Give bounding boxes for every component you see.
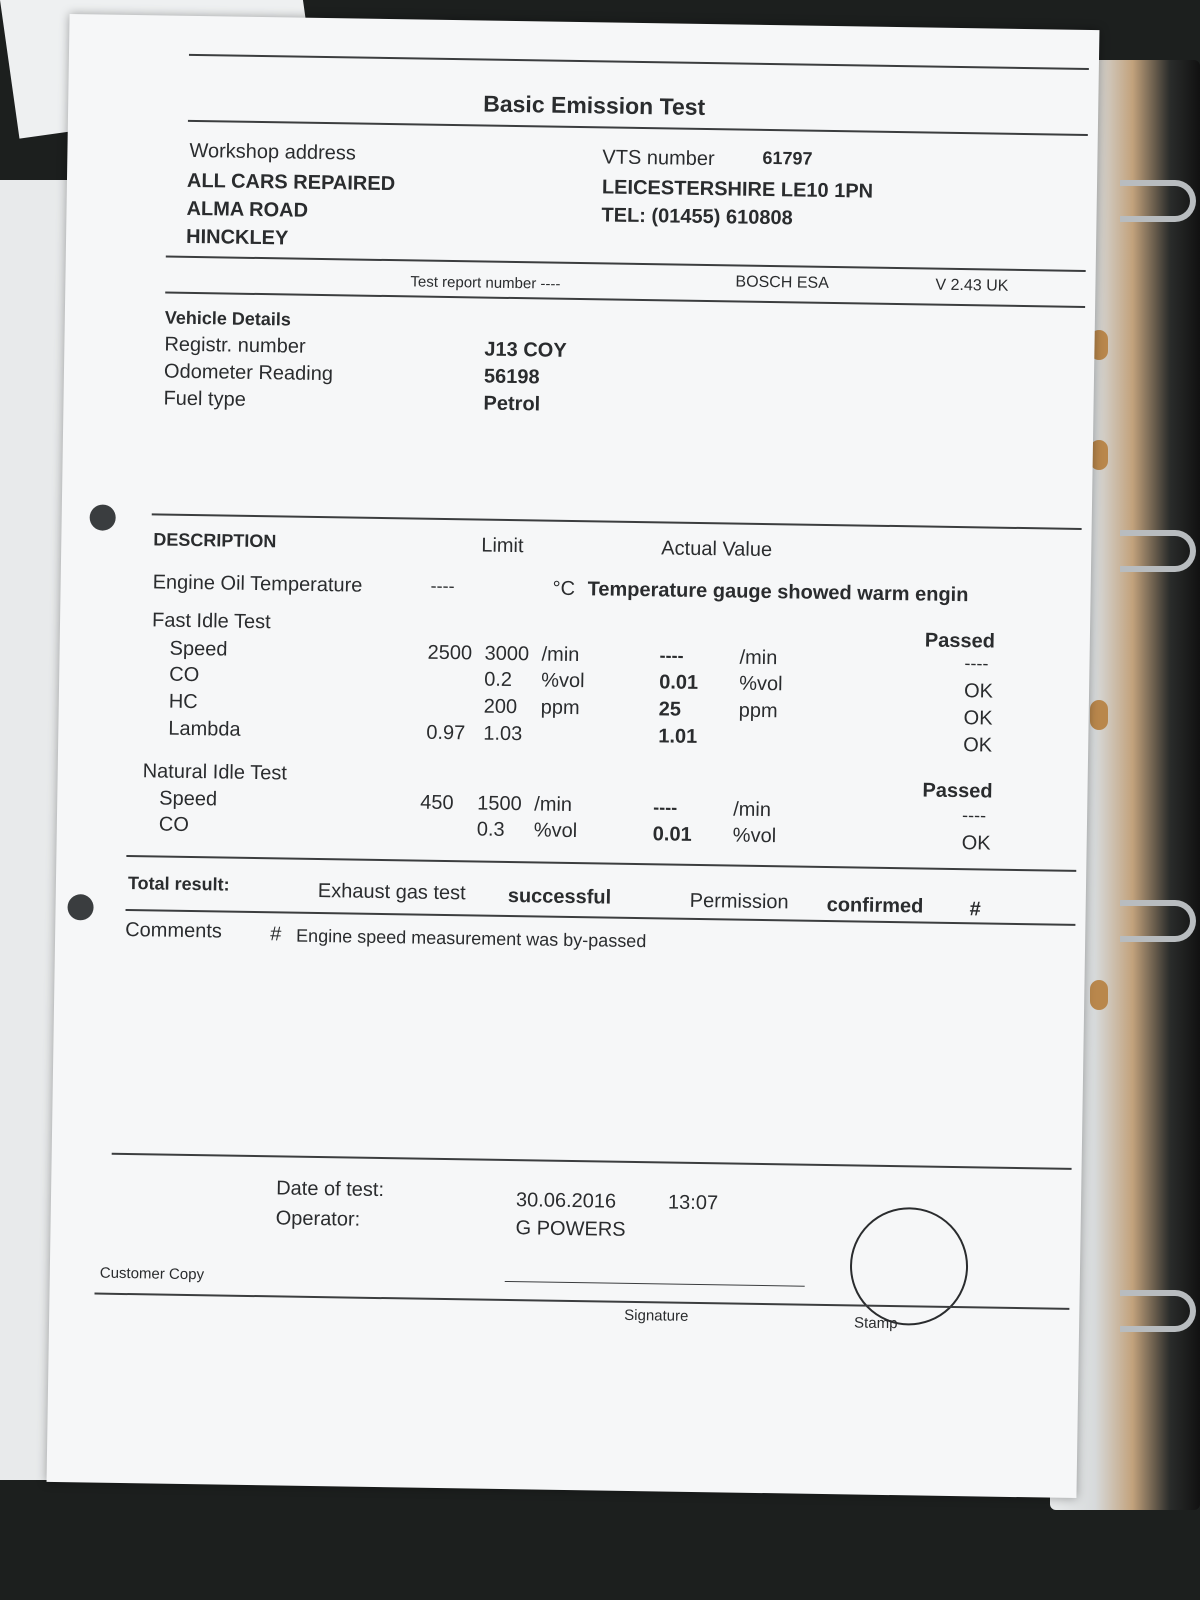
workshop-line2: ALMA ROAD bbox=[186, 197, 309, 222]
row-status: OK bbox=[963, 680, 994, 703]
customer-copy-label: Customer Copy bbox=[99, 1264, 205, 1284]
actual-unit: ppm bbox=[738, 699, 778, 723]
limit-min: 450 bbox=[420, 791, 454, 815]
fast-idle-result: Passed bbox=[924, 629, 996, 653]
actual-value: 0.01 bbox=[652, 823, 692, 846]
sleeve-hole bbox=[1090, 700, 1108, 730]
signature-label: Signature bbox=[624, 1306, 689, 1325]
binder-ring bbox=[1120, 530, 1196, 572]
workshop-line3: HINCKLEY bbox=[185, 225, 289, 250]
rule bbox=[189, 54, 1089, 70]
actual-unit: /min bbox=[739, 646, 778, 670]
actual-value: ---- bbox=[653, 797, 678, 818]
punch-hole bbox=[89, 504, 115, 530]
operator-name: G POWERS bbox=[515, 1217, 626, 1241]
sleeve-hole bbox=[1090, 980, 1108, 1010]
limit-min: 0.97 bbox=[426, 721, 466, 745]
row-name: Speed bbox=[159, 787, 218, 811]
oil-temp-label: Engine Oil Temperature bbox=[152, 571, 363, 597]
limit-max: 1500 bbox=[477, 792, 522, 816]
signature-line bbox=[505, 1281, 805, 1287]
telephone: TEL: (01455) 610808 bbox=[601, 204, 793, 230]
emission-test-sheet bbox=[47, 14, 1100, 1498]
actual-value: 25 bbox=[658, 698, 682, 721]
actual-value: ---- bbox=[659, 645, 684, 666]
exhaust-gas-test-label: Exhaust gas test bbox=[317, 880, 466, 905]
vts-number: 61797 bbox=[762, 147, 813, 169]
rule bbox=[126, 909, 1076, 926]
limit-unit: /min bbox=[541, 643, 580, 667]
actual-unit: %vol bbox=[738, 672, 783, 696]
actual-value: 1.01 bbox=[658, 725, 698, 748]
limit-min: 2500 bbox=[427, 641, 473, 665]
stamp-circle bbox=[849, 1206, 969, 1326]
limit-header: Limit bbox=[481, 534, 524, 558]
limit-unit: ppm bbox=[540, 696, 580, 720]
row-name: Speed bbox=[169, 637, 228, 661]
natural-idle-heading: Natural Idle Test bbox=[142, 760, 288, 785]
row-name: CO bbox=[169, 663, 200, 687]
limit-max: 1.03 bbox=[483, 722, 523, 746]
rule bbox=[188, 120, 1088, 136]
row-status: ---- bbox=[964, 653, 989, 674]
description-header: DESCRIPTION bbox=[153, 529, 277, 552]
comment-hash: # bbox=[269, 923, 282, 946]
row-name: HC bbox=[168, 690, 198, 714]
operator-label: Operator: bbox=[275, 1207, 361, 1231]
rule bbox=[112, 1153, 1072, 1170]
workshop-line1: ALL CARS REPAIRED bbox=[186, 169, 396, 196]
equipment-name: BOSCH ESA bbox=[735, 273, 829, 292]
oil-temp-value: Temperature gauge showed warm engin bbox=[587, 578, 969, 607]
actual-unit: %vol bbox=[732, 824, 777, 848]
test-time: 13:07 bbox=[667, 1191, 719, 1215]
fast-idle-heading: Fast Idle Test bbox=[151, 609, 271, 634]
software-version: V 2.43 UK bbox=[935, 276, 1009, 295]
limit-max: 200 bbox=[483, 695, 518, 719]
permission-value: confirmed bbox=[826, 894, 924, 918]
workshop-address-label: Workshop address bbox=[189, 139, 357, 165]
odometer-label: Odometer Reading bbox=[163, 360, 334, 386]
limit-unit: /min bbox=[534, 793, 573, 816]
total-result-label: Total result: bbox=[127, 873, 230, 895]
rule bbox=[152, 513, 1082, 530]
limit-max: 0.2 bbox=[484, 668, 513, 692]
permission-label: Permission bbox=[689, 889, 789, 914]
vts-label: VTS number bbox=[602, 146, 715, 171]
odometer-value: 56198 bbox=[483, 365, 540, 389]
comments-label: Comments bbox=[125, 918, 223, 943]
row-status: ---- bbox=[961, 805, 987, 826]
row-name: Lambda bbox=[168, 717, 241, 741]
stamp-label: Stamp bbox=[853, 1314, 898, 1333]
exhaust-gas-test-result: successful bbox=[507, 884, 612, 909]
row-status: OK bbox=[961, 832, 991, 855]
limit-unit: %vol bbox=[533, 819, 578, 843]
row-status: OK bbox=[963, 707, 993, 730]
test-date: 30.06.2016 bbox=[515, 1189, 617, 1213]
binder-ring bbox=[1120, 1290, 1196, 1332]
row-status: OK bbox=[963, 734, 993, 757]
county-postcode: LEICESTERSHIRE LE10 1PN bbox=[601, 176, 874, 203]
rule bbox=[166, 256, 1086, 272]
oil-temp-limit: ---- bbox=[430, 575, 455, 597]
permission-hash: # bbox=[969, 898, 981, 921]
fuel-type-value: Petrol bbox=[483, 392, 541, 416]
binder-ring bbox=[1120, 180, 1196, 222]
rule bbox=[126, 855, 1076, 872]
date-of-test-label: Date of test: bbox=[275, 1177, 385, 1202]
actual-value: 0.01 bbox=[658, 671, 699, 694]
actual-value-header: Actual Value bbox=[661, 537, 773, 562]
limit-max: 3000 bbox=[484, 642, 530, 666]
limit-max: 0.3 bbox=[476, 818, 505, 841]
natural-idle-result: Passed bbox=[922, 779, 993, 803]
fuel-type-label: Fuel type bbox=[163, 387, 246, 411]
oil-temp-unit: °C bbox=[552, 577, 576, 601]
limit-unit: %vol bbox=[541, 669, 585, 693]
row-name: CO bbox=[158, 813, 190, 836]
actual-unit: /min bbox=[733, 798, 772, 822]
comment-text: Engine speed measurement was by-passed bbox=[295, 925, 647, 952]
registration-value: J13 COY bbox=[484, 338, 567, 362]
test-report-number: Test report number ---- bbox=[410, 273, 561, 293]
vehicle-details-heading: Vehicle Details bbox=[164, 307, 292, 330]
punch-hole bbox=[67, 894, 93, 920]
registration-label: Registr. number bbox=[164, 333, 306, 358]
binder-ring bbox=[1120, 900, 1196, 942]
document-title: Basic Emission Test bbox=[483, 90, 706, 120]
